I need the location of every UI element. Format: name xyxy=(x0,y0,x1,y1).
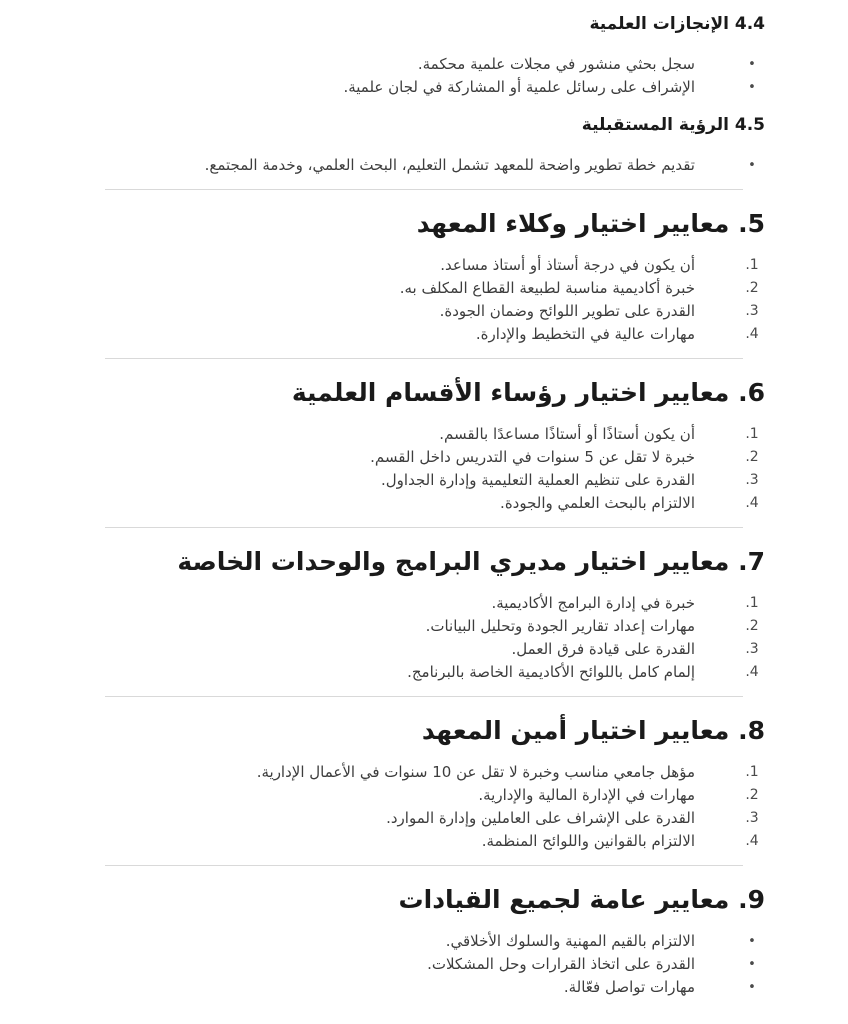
list-item xyxy=(105,953,765,976)
bullet-icon: • xyxy=(748,57,756,72)
section-heading-6: 6. معايير اختيار رؤساء الأقسام العلمية xyxy=(291,378,765,407)
numbered-list-7 xyxy=(105,592,765,684)
list-item-text: مهارات إعداد تقارير الجودة وتحليل البيانات. xyxy=(425,617,695,635)
number-marker: .2 xyxy=(745,280,759,296)
section-divider xyxy=(105,189,743,190)
list-item xyxy=(105,761,765,784)
numbered-list-6 xyxy=(105,423,765,515)
section-heading-4-4: 4.4 الإنجازات العلمية xyxy=(589,14,765,34)
bullet-list-9 xyxy=(105,930,765,999)
number-marker: .1 xyxy=(745,426,759,442)
section-heading-5: 5. معايير اختيار وكلاء المعهد xyxy=(416,209,765,238)
bullet-icon: • xyxy=(748,158,756,173)
list-item-text: أن يكون في درجة أستاذ أو أستاذ مساعد. xyxy=(440,256,695,274)
list-item xyxy=(105,76,765,99)
section-divider xyxy=(105,527,743,528)
number-marker: .1 xyxy=(745,595,759,611)
list-item xyxy=(105,300,765,323)
list-item xyxy=(105,976,765,999)
list-item-text: مهارات تواصل فعّالة. xyxy=(563,978,695,996)
list-item xyxy=(105,323,765,346)
list-item xyxy=(105,807,765,830)
list-item-text: الالتزام بالبحث العلمي والجودة. xyxy=(500,494,695,512)
list-item-text: مهارات عالية في التخطيط والإدارة. xyxy=(475,325,695,343)
list-item-text: مهارات في الإدارة المالية والإدارية. xyxy=(478,786,695,804)
list-item xyxy=(105,661,765,684)
number-marker: .2 xyxy=(745,787,759,803)
list-item xyxy=(105,277,765,300)
number-marker: .1 xyxy=(745,257,759,273)
number-marker: .4 xyxy=(745,833,759,849)
list-item xyxy=(105,830,765,853)
list-item xyxy=(105,254,765,277)
list-item xyxy=(105,592,765,615)
list-item-text: سجل بحثي منشور في مجلات علمية محكمة. xyxy=(417,55,695,73)
list-item-text: الإشراف على رسائل علمية أو المشاركة في لجان علمية. xyxy=(343,78,695,96)
bullet-icon: • xyxy=(748,934,756,949)
number-marker: .2 xyxy=(745,449,759,465)
number-marker: .1 xyxy=(745,764,759,780)
list-item-text: القدرة على تنظيم العملية التعليمية وإدارة الجداول. xyxy=(381,471,695,489)
number-marker: .3 xyxy=(745,303,759,319)
list-item xyxy=(105,492,765,515)
list-item-text: إلمام كامل باللوائح الأكاديمية الخاصة بالبرنامج. xyxy=(407,663,695,681)
section-divider xyxy=(105,358,743,359)
numbered-list-8 xyxy=(105,761,765,853)
bullet-icon: • xyxy=(748,80,756,95)
number-marker: .4 xyxy=(745,326,759,342)
list-item-text: الالتزام بالقيم المهنية والسلوك الأخلاقي. xyxy=(445,932,695,950)
list-item xyxy=(105,446,765,469)
number-marker: .4 xyxy=(745,495,759,511)
bullet-list-4-4 xyxy=(105,53,765,99)
section-heading-9: 9. معايير عامة لجميع القيادات xyxy=(398,885,765,914)
list-item-text: خبرة في إدارة البرامج الأكاديمية. xyxy=(491,594,695,612)
number-marker: .3 xyxy=(745,641,759,657)
list-item-text: أن يكون أستاذًا أو أستاذًا مساعدًا بالقسم. xyxy=(439,425,695,443)
bullet-list-4-5 xyxy=(105,154,765,177)
list-item-text: القدرة على قيادة فرق العمل. xyxy=(511,640,695,658)
numbered-list-5 xyxy=(105,254,765,346)
list-item-text: تقديم خطة تطوير واضحة للمعهد تشمل التعليم، البحث العلمي، وخدمة المجتمع. xyxy=(204,156,695,174)
list-item-text: مؤهل جامعي مناسب وخبرة لا تقل عن 10 سنوات في الأعمال الإدارية. xyxy=(256,763,695,781)
list-item-text: الالتزام بالقوانين واللوائح المنظمة. xyxy=(481,832,695,850)
list-item-text: القدرة على تطوير اللوائح وضمان الجودة. xyxy=(439,302,695,320)
number-marker: .4 xyxy=(745,664,759,680)
section-divider xyxy=(105,865,743,866)
section-heading-8: 8. معايير اختيار أمين المعهد xyxy=(421,716,765,745)
list-item-text: خبرة لا تقل عن 5 سنوات في التدريس داخل القسم. xyxy=(370,448,695,466)
list-item-text: القدرة على اتخاذ القرارات وحل المشكلات. xyxy=(427,955,695,973)
list-item-text: القدرة على الإشراف على العاملين وإدارة الموارد. xyxy=(386,809,695,827)
list-item xyxy=(105,930,765,953)
list-item xyxy=(105,638,765,661)
number-marker: .2 xyxy=(745,618,759,634)
list-item xyxy=(105,469,765,492)
section-heading-7: 7. معايير اختيار مديري البرامج والوحدات الخاصة xyxy=(177,547,765,576)
number-marker: .3 xyxy=(745,472,759,488)
list-item xyxy=(105,53,765,76)
list-item xyxy=(105,154,765,177)
bullet-icon: • xyxy=(748,957,756,972)
section-divider xyxy=(105,696,743,697)
list-item xyxy=(105,784,765,807)
list-item xyxy=(105,423,765,446)
section-heading-4-5: 4.5 الرؤية المستقبلية xyxy=(581,115,765,135)
bullet-icon: • xyxy=(748,980,756,995)
number-marker: .3 xyxy=(745,810,759,826)
list-item xyxy=(105,615,765,638)
list-item-text: خبرة أكاديمية مناسبة لطبيعة القطاع المكلف به. xyxy=(399,279,695,297)
